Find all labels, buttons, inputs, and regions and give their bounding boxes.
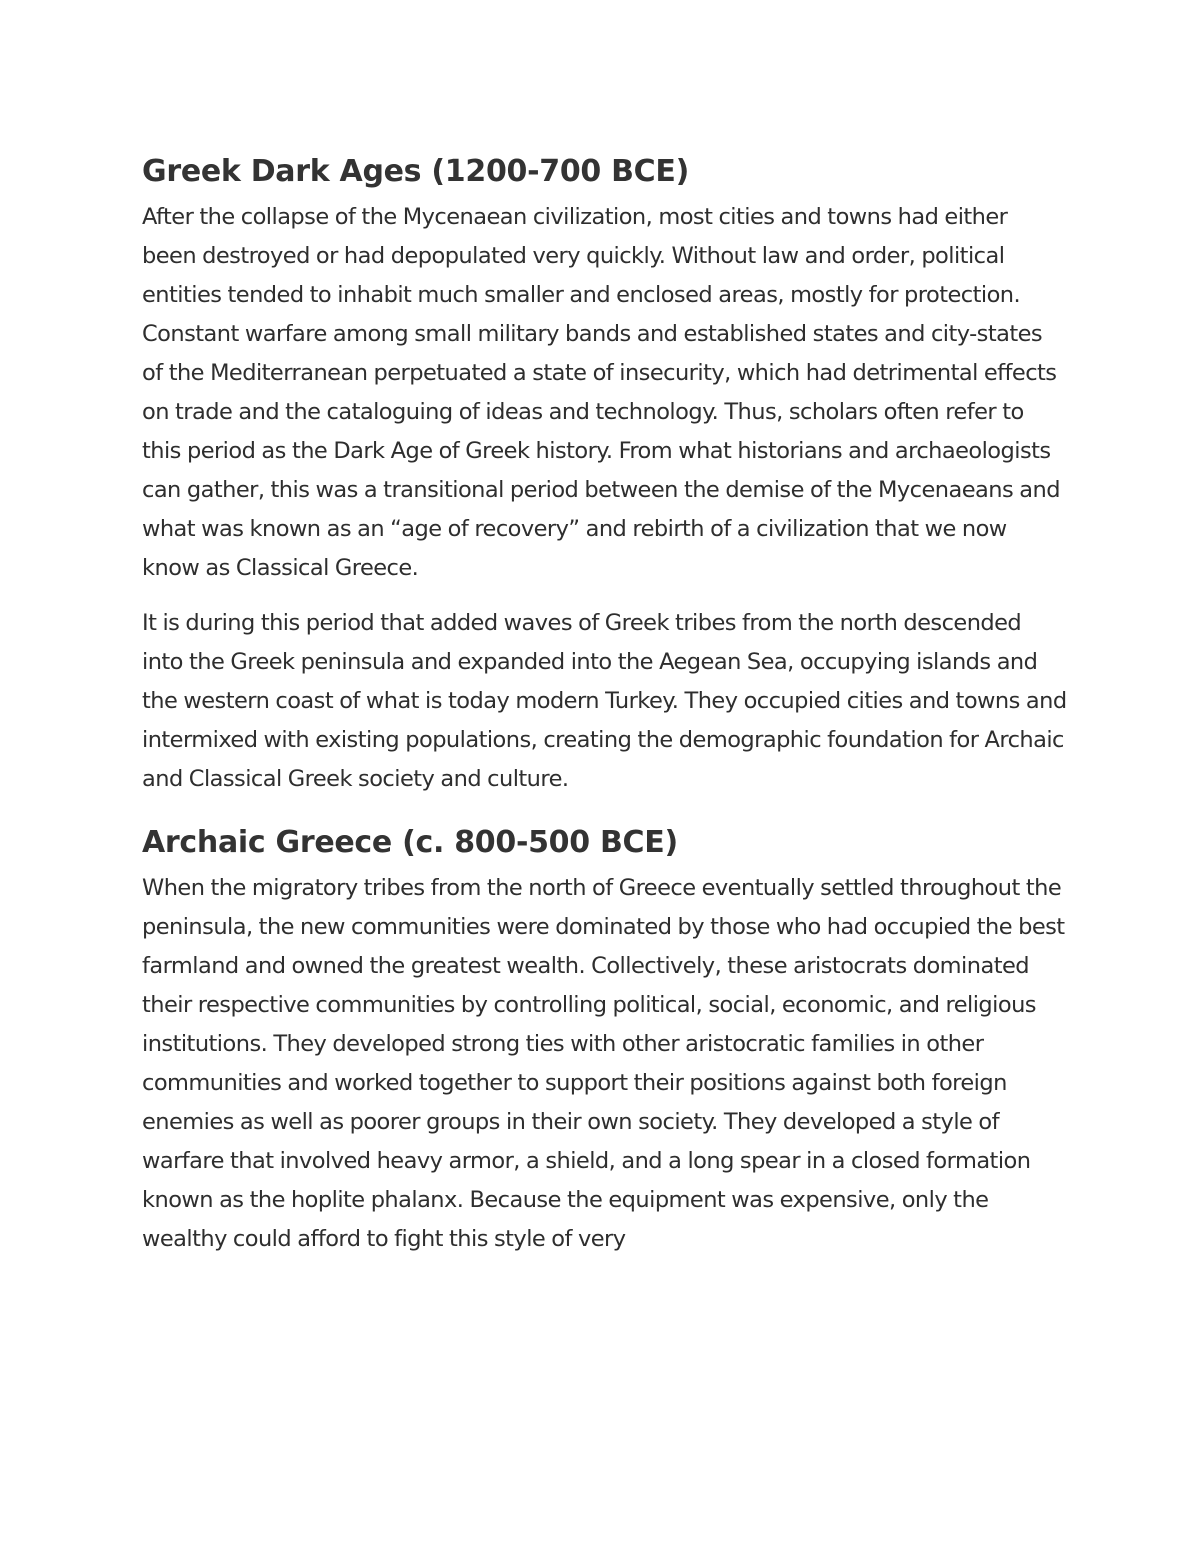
paragraph: It is during this period that added waves of Greek tribes from the north descended into the Greek peninsula and expanded into the Aegean Sea, occupying islands and the western coast of what is today modern Turkey. They occupied cities and towns and intermixed with existing populations, creating the demographic foundation for Archaic and Classical Greek society and culture. (142, 610, 1067, 792)
paragraph: When the migratory tribes from the north of Greece eventually settled throughout the peninsula, the new communities were dominated by those who had occupied the best farmland and owned the greatest wealth. Collectively, these aristocrats dominated their respective communities by controlling political, social, economic, and religious institutions. They developed strong ties with other aristocratic families in other communities and worked together to support their positions against both foreign enemies as well as poorer groups in their own society. They developed a style of warfare that involved heavy armor, a shield, and a long spear in a closed formation known as the hoplite phalanx. Because the equipment was expensive, only the wealthy could afford to fight this style of very (142, 875, 1065, 1252)
document-page (142, 152, 1067, 1275)
section-archaic-greece (142, 823, 1067, 1259)
paragraph: After the collapse of the Mycenaean civilization, most cities and towns had either been destroyed or had depopulated very quickly. Without law and order, political entities tended to inhabit much smaller and enclosed areas, mostly for protection. Constant warfare among small military bands and established states and city-states of the Mediterranean perpetuated a state of insecurity, which had detrimental effects on trade and the cataloguing of ideas and technology. Thus, scholars often refer to this period as the Dark Age of Greek history. From what historians and archaeologists can gather, this was a transitional period between the demise of the Mycenaeans and what was known as an “age of recovery” and rebirth of a civilization that we now know as Classical Greece. (142, 204, 1060, 581)
section-heading: Archaic Greece (c. 800-500 BCE) (142, 825, 678, 860)
section-heading: Greek Dark Ages (1200-700 BCE) (142, 154, 689, 189)
section-greek-dark-ages (142, 152, 1067, 799)
section-spacer (142, 815, 1067, 823)
